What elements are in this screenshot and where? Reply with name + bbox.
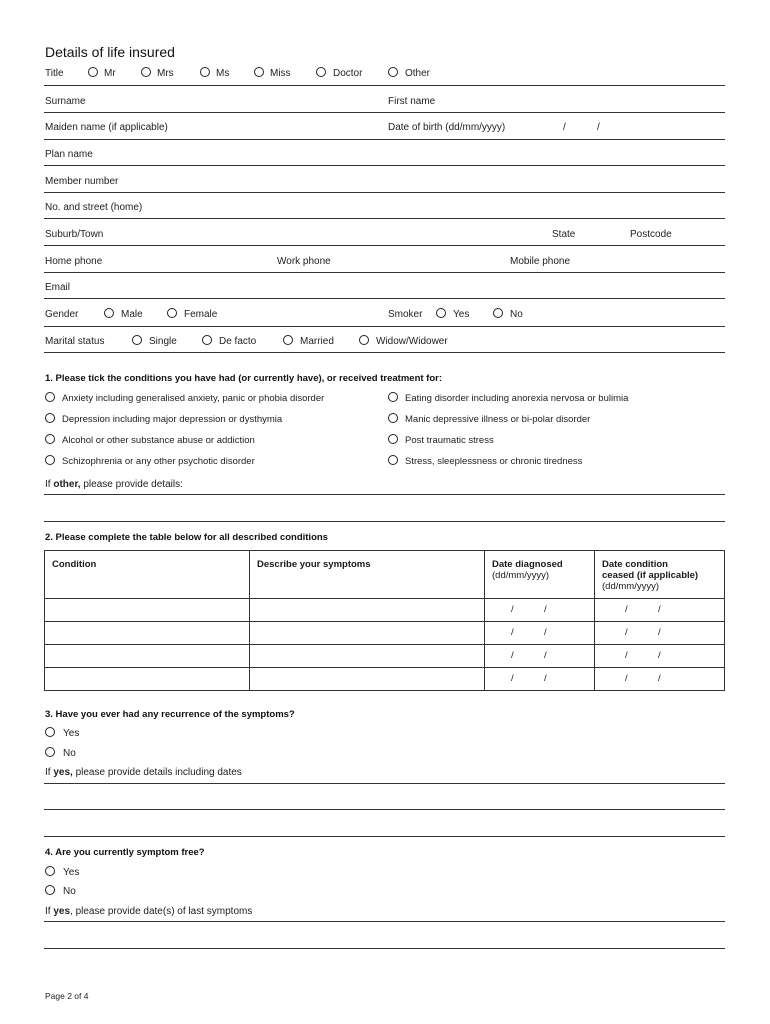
header-condition: Condition	[45, 551, 250, 599]
suburb-label: Suburb/Town	[45, 229, 104, 240]
suburb-field[interactable]	[44, 245, 725, 246]
maiden-name-label: Maiden name (if applicable)	[45, 122, 168, 133]
date-slash: /	[511, 604, 514, 615]
q4-detail-suffix: , please provide date(s) of last symptoms	[70, 906, 253, 917]
q1-radio-depression[interactable]	[45, 413, 55, 423]
q1-option-schizophrenia: Schizophrenia or any other psychotic disorder	[62, 456, 255, 467]
q4-detail-field[interactable]	[44, 921, 725, 922]
title-option-doctor: Doctor	[333, 68, 363, 79]
divider	[44, 85, 725, 86]
title-option-mr: Mr	[104, 68, 116, 79]
q4-radio-no[interactable]	[45, 885, 55, 895]
table-row	[45, 645, 725, 668]
q4-option-no: No	[63, 886, 76, 897]
q1-other-prefix: If	[45, 479, 54, 490]
work-phone-label: Work phone	[277, 256, 331, 267]
q3-title: 3. Have you ever had any recurrence of the symptoms?	[45, 709, 295, 720]
dob-slash: /	[563, 122, 566, 133]
title-radio-miss[interactable]	[254, 67, 264, 77]
home-phone-label: Home phone	[45, 256, 103, 267]
gender-option-male: Male	[121, 309, 143, 320]
table-row	[45, 622, 725, 645]
surname-label: Surname	[45, 96, 86, 107]
conditions-table	[44, 550, 725, 691]
q1-option-manic: Manic depressive illness or bi-polar disorder	[405, 414, 591, 425]
title-radio-doctor[interactable]	[316, 67, 326, 77]
cell-condition[interactable]	[45, 599, 250, 622]
cell-symptoms[interactable]	[250, 622, 485, 645]
marital-radio-defacto[interactable]	[202, 335, 212, 345]
table-row	[45, 668, 725, 691]
q1-option-alcohol: Alcohol or other substance abuse or addiction	[62, 435, 255, 446]
title-option-miss: Miss	[270, 68, 291, 79]
q1-radio-schizophrenia[interactable]	[45, 455, 55, 465]
q3-detail-field[interactable]	[44, 783, 725, 784]
title-radio-other[interactable]	[388, 67, 398, 77]
q3-radio-no[interactable]	[45, 747, 55, 757]
q4-title: 4. Are you currently symptom free?	[45, 847, 205, 858]
smoker-label: Smoker	[388, 309, 423, 320]
q1-option-ptsd: Post traumatic stress	[405, 435, 494, 446]
header-symptoms: Describe your symptoms	[250, 551, 485, 599]
smoker-radio-yes[interactable]	[436, 308, 446, 318]
table-row	[45, 599, 725, 622]
marital-radio-single[interactable]	[132, 335, 142, 345]
date-slash: /	[544, 604, 547, 615]
q3-detail-prompt	[45, 767, 242, 778]
marital-status-label: Marital status	[45, 336, 105, 347]
smoker-option-yes: Yes	[453, 309, 470, 320]
q3-detail-bold: yes,	[53, 767, 73, 778]
smoker-option-no: No	[510, 309, 523, 320]
cell-date-diagnosed[interactable]	[485, 599, 595, 622]
title-radio-ms[interactable]	[200, 67, 210, 77]
q1-radio-stress[interactable]	[388, 455, 398, 465]
cell-condition[interactable]	[45, 668, 250, 691]
mobile-phone-label: Mobile phone	[510, 256, 571, 267]
q3-detail-field[interactable]	[44, 809, 725, 810]
q1-option-stress: Stress, sleeplessness or chronic tiredness	[405, 456, 583, 467]
cell-symptoms[interactable]	[250, 668, 485, 691]
date-slash: /	[544, 627, 547, 638]
title-radio-mr[interactable]	[88, 67, 98, 77]
cell-date-diagnosed[interactable]	[485, 668, 595, 691]
q4-radio-yes[interactable]	[45, 866, 55, 876]
q1-radio-eating[interactable]	[388, 392, 398, 402]
title-option-other: Other	[405, 68, 431, 79]
smoker-radio-no[interactable]	[493, 308, 503, 318]
q1-radio-alcohol[interactable]	[45, 434, 55, 444]
q1-radio-ptsd[interactable]	[388, 434, 398, 444]
divider	[44, 352, 725, 353]
marital-radio-married[interactable]	[283, 335, 293, 345]
surname-field[interactable]	[44, 112, 725, 113]
table-header-row	[45, 551, 725, 599]
q1-option-depression: Depression including major depression or dysthymia	[62, 414, 283, 425]
first-name-label: First name	[388, 96, 436, 107]
phone-field[interactable]	[44, 272, 725, 273]
q1-option-anxiety: Anxiety including generalised anxiety, panic or phobia disorder	[62, 393, 325, 404]
marital-option-single: Single	[149, 336, 177, 347]
date-slash: /	[625, 604, 628, 615]
email-label: Email	[45, 282, 71, 293]
gender-option-female: Female	[184, 309, 218, 320]
gender-radio-female[interactable]	[167, 308, 177, 318]
date-slash: /	[625, 627, 628, 638]
title-option-mrs: Mrs	[157, 68, 174, 79]
header-date-diagnosed-label: Date diagnosed	[492, 559, 563, 570]
member-number-field[interactable]	[44, 192, 725, 193]
q4-detail-bold: yes	[53, 906, 71, 917]
cell-symptoms[interactable]	[250, 599, 485, 622]
cell-date-ceased[interactable]	[595, 622, 725, 645]
q3-detail-suffix: please provide details including dates	[72, 767, 242, 778]
cell-date-ceased[interactable]	[595, 599, 725, 622]
date-slash: /	[544, 673, 547, 684]
q1-radio-anxiety[interactable]	[45, 392, 55, 402]
header-date-ceased-format: (dd/mm/yyyy)	[602, 581, 659, 592]
q3-option-yes: Yes	[63, 728, 80, 739]
cell-condition[interactable]	[45, 622, 250, 645]
q1-other-bold: other,	[53, 479, 81, 490]
date-slash: /	[544, 650, 547, 661]
q4-detail-prefix: If	[45, 906, 54, 917]
cell-date-ceased[interactable]	[595, 668, 725, 691]
page-title: Details of life insured	[45, 44, 175, 60]
q4-option-yes: Yes	[63, 867, 80, 878]
member-number-label: Member number	[45, 176, 119, 187]
postcode-label: Postcode	[630, 229, 672, 240]
q1-title: 1. Please tick the conditions you have had (or currently have), or received treatment for:	[45, 373, 443, 384]
q4-detail-prompt	[45, 906, 252, 917]
date-slash: /	[658, 604, 661, 615]
q1-option-eating: Eating disorder including anorexia nervosa or bulimia	[405, 393, 629, 404]
marital-option-widow: Widow/Widower	[376, 336, 448, 347]
q3-option-no: No	[63, 748, 76, 759]
header-date-ceased-line1: Date condition	[602, 559, 668, 570]
header-date-diagnosed	[485, 551, 595, 599]
header-date-ceased	[595, 551, 725, 599]
cell-condition[interactable]	[45, 645, 250, 668]
page-number: Page 2 of 4	[45, 991, 89, 1001]
plan-name-label: Plan name	[45, 149, 93, 160]
q4-detail-field[interactable]	[44, 948, 725, 949]
state-label: State	[552, 229, 576, 240]
q3-detail-field[interactable]	[44, 836, 725, 837]
street-field[interactable]	[44, 218, 725, 219]
date-slash: /	[658, 627, 661, 638]
q1-radio-manic[interactable]	[388, 413, 398, 423]
cell-date-ceased[interactable]	[595, 645, 725, 668]
plan-name-field[interactable]	[44, 165, 725, 166]
date-slash: /	[511, 673, 514, 684]
date-slash: /	[511, 650, 514, 661]
date-slash: /	[625, 650, 628, 661]
marital-option-defacto: De facto	[219, 336, 257, 347]
dob-slash: /	[597, 122, 600, 133]
q3-detail-prefix: If	[45, 767, 54, 778]
email-field[interactable]	[44, 298, 725, 299]
title-label: Title	[45, 68, 64, 79]
header-date-diagnosed-format: (dd/mm/yyyy)	[492, 570, 549, 581]
street-label: No. and street (home)	[45, 202, 143, 213]
marital-radio-widow[interactable]	[359, 335, 369, 345]
date-slash: /	[625, 673, 628, 684]
maiden-name-field[interactable]	[44, 139, 725, 140]
cell-date-diagnosed[interactable]	[485, 645, 595, 668]
gender-radio-male[interactable]	[104, 308, 114, 318]
dob-label: Date of birth (dd/mm/yyyy)	[388, 122, 506, 133]
title-radio-mrs[interactable]	[141, 67, 151, 77]
date-slash: /	[658, 650, 661, 661]
marital-option-married: Married	[300, 336, 334, 347]
header-date-ceased-line2: ceased (if applicable)	[602, 570, 699, 581]
divider	[44, 326, 725, 327]
q1-other-field[interactable]	[44, 521, 725, 522]
cell-symptoms[interactable]	[250, 645, 485, 668]
q2-title: 2. Please complete the table below for all described conditions	[45, 532, 328, 543]
gender-label: Gender	[45, 309, 79, 320]
q1-other-field[interactable]	[44, 494, 725, 495]
date-slash: /	[511, 627, 514, 638]
q3-radio-yes[interactable]	[45, 727, 55, 737]
title-option-ms: Ms	[216, 68, 230, 79]
cell-date-diagnosed[interactable]	[485, 622, 595, 645]
q1-other-suffix: please provide details:	[80, 479, 183, 490]
date-slash: /	[658, 673, 661, 684]
q1-other-prompt	[45, 479, 183, 490]
